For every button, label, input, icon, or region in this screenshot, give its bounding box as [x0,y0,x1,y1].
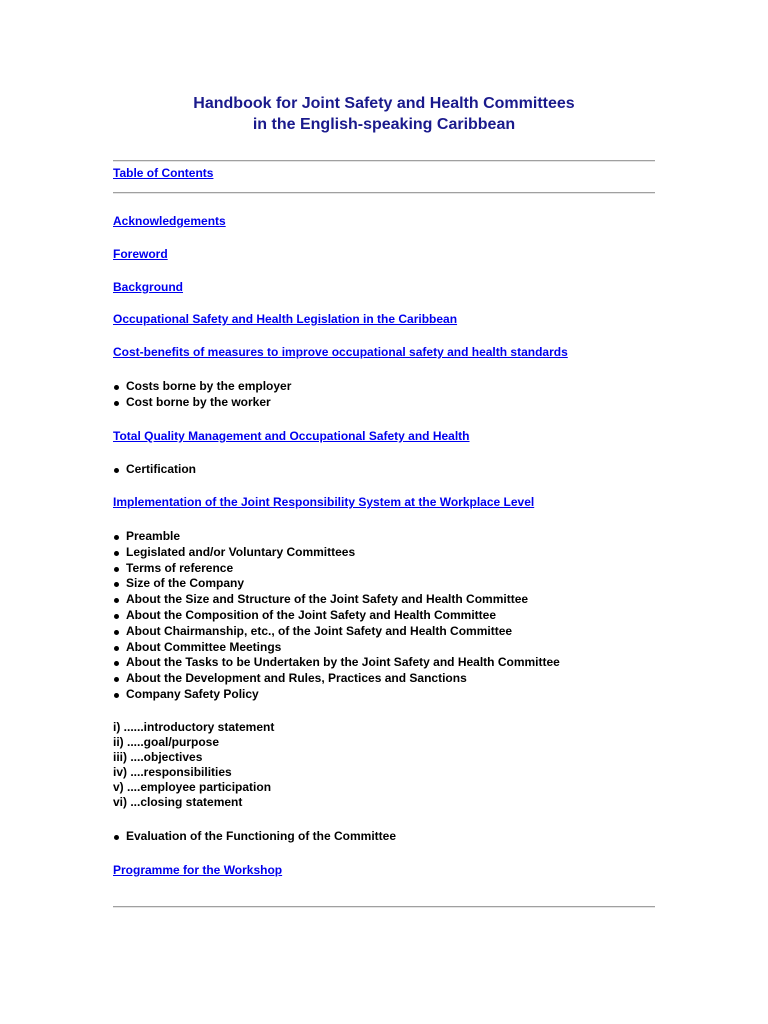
list-item-label: About Chairmanship, etc., of the Joint Safety and Health Committee [126,623,513,638]
cost-benefits-link[interactable]: Cost-benefits of measures to improve occupational safety and health standards [113,345,568,359]
list-item-label: Evaluation of the Functioning of the Committee [126,829,396,843]
policy-subitem: i) ......introductory statement [113,720,275,734]
title-line-1: Handbook for Joint Safety and Health Committees [193,95,575,112]
policy-subitem: ii) .....goal/purpose [113,735,220,749]
implementation-list [113,529,560,703]
bullet-icon [114,551,119,556]
list-item-label: Costs borne by the employer [126,379,292,393]
list-item [113,576,560,592]
list-item [113,379,291,395]
bullet-icon [114,582,119,587]
legislation-link[interactable]: Occupational Safety and Health Legislation in the Caribbean [113,312,458,326]
bullet-icon [114,693,119,698]
bullet-icon [114,401,119,406]
list-item [113,655,560,671]
bullet-icon [114,835,119,840]
list-item-label: Terms of reference [126,560,234,575]
acknowledgements-link[interactable]: Acknowledgements [113,214,226,228]
bullet-icon [114,646,119,651]
cost-list [113,379,291,411]
list-item [113,624,560,640]
list-item-label: Preamble [126,529,181,543]
bullet-icon [114,567,119,572]
list-item-label: About the Composition of the Joint Safety and Health Committee [126,607,497,622]
policy-subitem: iv) ....responsibilities [113,765,232,779]
list-item-label: Size of the Company [126,576,245,591]
toc-divider [113,192,655,194]
top-divider [113,160,655,162]
tqm-link[interactable]: Total Quality Management and Occupational Safety and Health [113,429,470,443]
bullet-icon [114,677,119,682]
list-item-label: About Committee Meetings [126,639,282,654]
bottom-divider [113,906,655,908]
bullet-icon [114,468,119,473]
list-item [113,640,560,656]
title-line-2: in the English-speaking Caribbean [252,116,516,133]
foreword-link[interactable]: Foreword [113,247,168,261]
list-item [113,687,560,703]
bullet-icon [114,385,119,390]
toc-link[interactable]: Table of Contents [113,166,214,180]
list-item [113,829,396,845]
bullet-icon [114,630,119,635]
list-item-label: About the Tasks to be Undertaken by the Joint Safety and Health Committee [126,655,560,670]
tqm-list [113,462,196,478]
background-link[interactable]: Background [113,280,184,294]
list-item-label: About the Size and Structure of the Joint Safety and Health Committee [126,592,529,607]
list-item [113,592,560,608]
list-item [113,561,560,577]
list-item [113,608,560,624]
evaluation-list [113,829,396,845]
list-item-label: Company Safety Policy [126,686,259,701]
bullet-icon [114,614,119,619]
bullet-icon [114,535,119,540]
programme-link[interactable]: Programme for the Workshop [113,863,283,877]
policy-subitem: vi) ...closing statement [113,795,243,809]
page-title [113,93,655,135]
policy-subitems [113,720,274,810]
list-item [113,545,560,561]
list-item [113,671,560,687]
list-item-label: Certification [126,462,197,476]
list-item-label: Legislated and/or Voluntary Committees [126,544,356,559]
policy-subitem: v) ....employee participation [113,780,272,794]
list-item [113,529,560,545]
list-item [113,395,291,411]
bullet-icon [114,598,119,603]
implementation-link[interactable]: Implementation of the Joint Responsibility System at the Workplace Level [113,495,535,509]
list-item [113,462,196,478]
list-item-label: Cost borne by the worker [126,394,271,409]
bullet-icon [114,661,119,666]
policy-subitem: iii) ....objectives [113,750,203,764]
list-item-label: About the Development and Rules, Practices and Sanctions [126,671,467,686]
